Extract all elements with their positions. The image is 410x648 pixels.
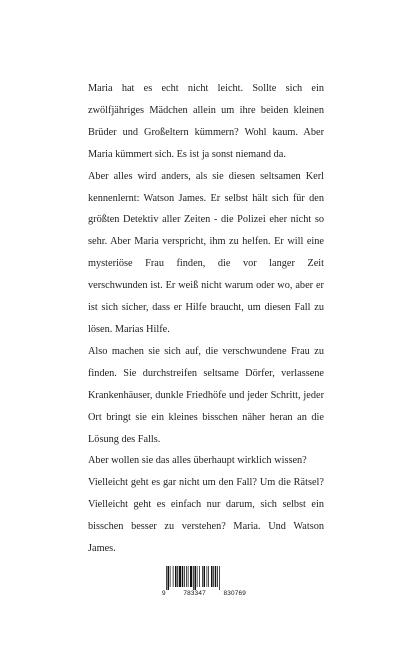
barcode-bar (219, 566, 220, 590)
barcode-number (162, 590, 246, 597)
blurb-paragraph-2: Aber alles wird anders, als sie diesen seltsamen Kerl kennenlernt: Watson James. Er selbst hält sich für den größten Detektiv aller Zeiten - die Polizei eher nicht so sehr. Aber Maria verspricht, ihm zu helfen. Er will eine mysteriöse Frau finden, die vor langer Zeit verschwunden ist. Er weiß nicht warum oder wo, aber er ist sich sicher, dass er Hilfe braucht, um diesen Fall zu lösen. Marias Hilfe. (88, 170, 324, 335)
barcode-bar (190, 566, 192, 587)
barcode-bar (211, 566, 213, 587)
blurb-paragraph-1: Maria hat es echt nicht leicht. Sollte sich ein zwölfjähriges Mädchen allein um ihre beiden kleinen Brüder und Großeltern kümmern? Wohl kaum. Aber Maria kümmert sich. Es ist ja sonst niemand da. (88, 83, 324, 160)
barcode-bar (177, 566, 178, 587)
barcode-digit-prefix: 9 (162, 590, 166, 597)
barcode-bar (199, 566, 200, 587)
barcode-bar (170, 566, 171, 587)
barcode-bar (184, 566, 185, 587)
barcode-bar (186, 566, 187, 587)
barcode-bar (207, 566, 208, 587)
barcode-bar (195, 566, 197, 590)
blurb-text (88, 78, 324, 560)
barcode-bar (208, 566, 209, 587)
blurb-paragraph-3: Also machen sie sich auf, die verschwundene Frau zu finden. Sie durchstreifen seltsame Dörfer, verlassene Krankenhäuser, dunkle Friedhöfe und jeder Schritt, jeder Ort bringt sie ein kleines bisschen näher heran an die Lösung des Falls. (88, 345, 324, 445)
barcode-bar (188, 566, 189, 587)
barcode-bar (193, 566, 194, 590)
barcode-digit-group-1: 783347 (183, 590, 206, 597)
barcode-bar (173, 566, 174, 587)
barcode-bar (213, 566, 214, 587)
barcode-bar (166, 566, 167, 590)
barcode-bar (215, 566, 217, 587)
isbn-barcode (162, 566, 246, 598)
barcode-bar (168, 566, 170, 590)
barcode-bar (182, 566, 184, 587)
barcode-bars (162, 566, 246, 590)
barcode-bar (179, 566, 181, 587)
barcode-bar (217, 566, 218, 587)
barcode-bar (175, 566, 177, 587)
barcode-digit-group-2: 830769 (223, 590, 246, 597)
blurb-paragraph-4: Aber wollen sie das alles überhaupt wirklich wissen? (88, 455, 307, 467)
barcode-bar (197, 566, 198, 587)
barcode-bar (204, 566, 206, 587)
barcode-bar (202, 566, 203, 587)
blurb-paragraph-5: Vielleicht geht es gar nicht um den Fall? Um die Rätsel? Vielleicht geht es einfach nur darum, sich selbst ein bisschen besser zu verstehen? Maria. Und Watson James. (88, 477, 324, 555)
